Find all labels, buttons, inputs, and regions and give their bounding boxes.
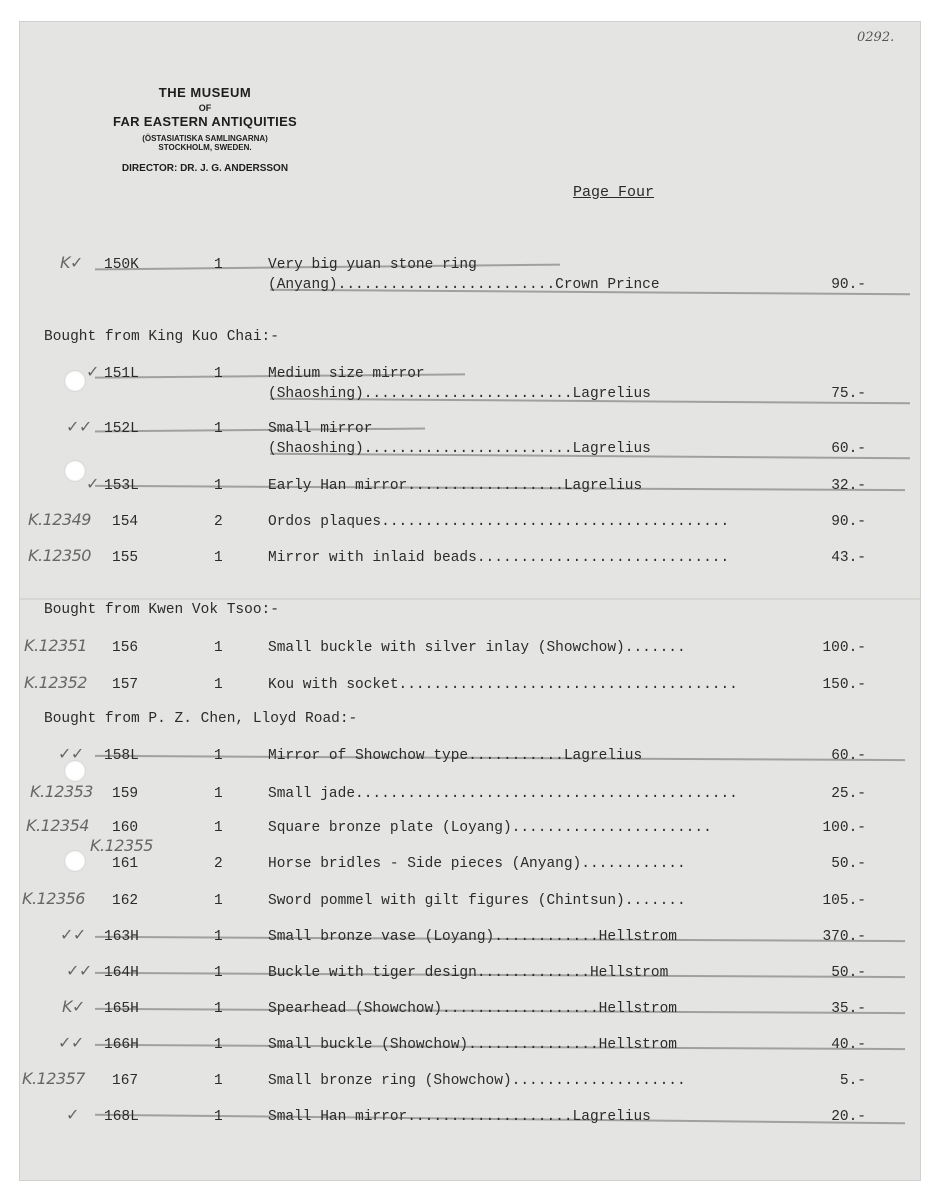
item-number: 152L: [104, 421, 139, 437]
section-heading: Bought from P. Z. Chen, Lloyd Road:-: [44, 711, 358, 727]
list-item: [0, 997, 944, 1021]
item-description: Small buckle with silver inlay (Showchow).......: [268, 640, 686, 656]
item-number: 156: [112, 640, 139, 656]
handwritten-mark: K.12354: [26, 816, 89, 835]
item-quantity: 1: [214, 820, 223, 836]
handwritten-mark: ✓✓: [60, 925, 86, 944]
item-number: 168L: [104, 1109, 139, 1125]
item-price: 100.-: [822, 640, 866, 656]
letterhead-director: DIRECTOR: DR. J. G. ANDERSSON: [121, 162, 289, 174]
item-price: 60.-: [831, 748, 866, 764]
item-quantity: 1: [214, 640, 223, 656]
handwritten-mark: K✓: [62, 997, 85, 1016]
item-price: 370.-: [822, 929, 866, 945]
item-price: 150.-: [822, 677, 866, 693]
section-heading: Bought from Kwen Vok Tsoo:-: [44, 602, 279, 618]
item-description: Sword pommel with gilt figures (Chintsun).......: [268, 893, 686, 909]
letterhead-line: OF: [198, 102, 212, 113]
item-description: Medium size mirror: [268, 366, 425, 382]
item-quantity: 2: [214, 856, 223, 872]
item-description-cont: (Anyang).........................Crown Prince: [268, 277, 660, 293]
item-description: Small Han mirror...................Lagrelius: [268, 1109, 651, 1125]
item-price: 90.-: [831, 514, 866, 530]
item-description: Buckle with tiger design.............Hellstrom: [268, 965, 669, 981]
handwritten-mark: K✓: [60, 253, 83, 272]
item-quantity: 1: [214, 257, 223, 273]
item-quantity: 2: [214, 514, 223, 530]
handwritten-mark: K.12355: [90, 836, 153, 855]
list-item: [0, 836, 944, 876]
item-description: Mirror of Showchow type...........Lagrelius: [268, 748, 643, 764]
item-quantity: 1: [214, 677, 223, 693]
item-number: 158L: [104, 748, 139, 764]
item-price: 20.-: [831, 1109, 866, 1125]
item-description: Small jade............................................: [268, 786, 738, 802]
list-item: [0, 673, 944, 697]
item-description: Horse bridles - Side pieces (Anyang)............: [268, 856, 686, 872]
item-number: 162: [112, 893, 139, 909]
archive-number: 0292.: [857, 30, 895, 45]
item-price: 40.-: [831, 1037, 866, 1053]
item-number: 167: [112, 1073, 139, 1089]
list-item: [0, 253, 944, 293]
letterhead-line: (ÖSTASIATISKA SAMLINGARNA): [142, 134, 268, 144]
handwritten-mark: ✓: [86, 362, 99, 381]
item-number: 157: [112, 677, 139, 693]
letterhead-line: THE MUSEUM: [158, 85, 252, 100]
item-quantity: 1: [214, 421, 223, 437]
list-item: [0, 546, 944, 570]
list-item: [0, 1105, 944, 1129]
list-item: [0, 925, 944, 949]
item-quantity: 1: [214, 893, 223, 909]
section-heading: Bought from King Kuo Chai:-: [44, 329, 279, 345]
item-description: Kou with socket.......................................: [268, 677, 738, 693]
item-description: Small mirror: [268, 421, 373, 437]
handwritten-mark: ✓✓: [58, 744, 84, 763]
letterhead-line: STOCKHOLM, SWEDEN.: [158, 143, 252, 153]
letterhead-line: FAR EASTERN ANTIQUITIES: [112, 114, 298, 130]
handwritten-mark: ✓: [66, 1105, 79, 1124]
item-number: 164H: [104, 965, 139, 981]
list-item: [0, 1069, 944, 1093]
item-quantity: 1: [214, 366, 223, 382]
list-item: [0, 417, 944, 457]
item-description: Early Han mirror..................Lagrelius: [268, 478, 643, 494]
item-quantity: 1: [214, 748, 223, 764]
item-number: 161: [112, 856, 139, 872]
item-quantity: 1: [214, 550, 223, 566]
item-description: Ordos plaques........................................: [268, 514, 730, 530]
letterhead: [70, 86, 340, 174]
item-price: 105.-: [822, 893, 866, 909]
item-quantity: 1: [214, 1109, 223, 1125]
handwritten-mark: K.12351: [24, 636, 87, 655]
item-quantity: 1: [214, 1001, 223, 1017]
item-number: 151L: [104, 366, 139, 382]
item-price: 75.-: [831, 386, 866, 402]
item-number: 153L: [104, 478, 139, 494]
list-item: [0, 1033, 944, 1057]
item-description: Spearhead (Showchow)..................Hellstrom: [268, 1001, 677, 1017]
item-number: 160: [112, 820, 139, 836]
item-price: 60.-: [831, 441, 866, 457]
handwritten-mark: ✓✓: [66, 417, 92, 436]
handwritten-mark: ✓✓: [66, 961, 92, 980]
handwritten-mark: ✓: [86, 474, 99, 493]
handwritten-mark: K.12356: [22, 889, 85, 908]
handwritten-mark: ✓✓: [58, 1033, 84, 1052]
item-quantity: 1: [214, 1037, 223, 1053]
list-item: [0, 362, 944, 402]
item-price: 35.-: [831, 1001, 866, 1017]
item-number: 159: [112, 786, 139, 802]
item-quantity: 1: [214, 786, 223, 802]
list-item: [0, 474, 944, 498]
handwritten-mark: K.12352: [24, 673, 87, 692]
item-description: Square bronze plate (Loyang).......................: [268, 820, 712, 836]
item-number: 154: [112, 514, 139, 530]
item-price: 90.-: [831, 277, 866, 293]
item-quantity: 1: [214, 929, 223, 945]
item-description: Small bronze vase (Loyang)............Hellstrom: [268, 929, 677, 945]
item-description: Very big yuan stone ring: [268, 257, 477, 273]
handwritten-mark: K.12353: [30, 782, 93, 801]
item-description: Small buckle (Showchow)...............Hellstrom: [268, 1037, 677, 1053]
list-item: [0, 744, 944, 768]
list-item: [0, 889, 944, 913]
list-item: [0, 510, 944, 534]
item-quantity: 1: [214, 478, 223, 494]
handwritten-mark: K.12350: [28, 546, 91, 565]
item-price: 32.-: [831, 478, 866, 494]
item-number: 150K: [104, 257, 139, 273]
item-price: 50.-: [831, 965, 866, 981]
item-price: 25.-: [831, 786, 866, 802]
item-number: 165H: [104, 1001, 139, 1017]
list-item: [0, 636, 944, 660]
item-description-cont: (Shaoshing)........................Lagrelius: [268, 441, 651, 457]
item-price: 5.-: [839, 1073, 866, 1089]
handwritten-mark: K.12357: [22, 1069, 85, 1088]
item-price: 50.-: [831, 856, 866, 872]
handwritten-mark: K.12349: [28, 510, 91, 529]
page-heading: Page Four: [573, 184, 655, 201]
item-number: 163H: [104, 929, 139, 945]
fold-line: [20, 598, 920, 600]
list-item: [0, 782, 944, 806]
list-item: [0, 961, 944, 985]
item-quantity: 1: [214, 1073, 223, 1089]
item-price: 100.-: [822, 820, 866, 836]
item-price: 43.-: [831, 550, 866, 566]
item-quantity: 1: [214, 965, 223, 981]
item-number: 166H: [104, 1037, 139, 1053]
item-description: Small bronze ring (Showchow)....................: [268, 1073, 686, 1089]
item-number: 155: [112, 550, 139, 566]
item-description: Mirror with inlaid beads.............................: [268, 550, 730, 566]
item-description-cont: (Shaoshing)........................Lagrelius: [268, 386, 651, 402]
